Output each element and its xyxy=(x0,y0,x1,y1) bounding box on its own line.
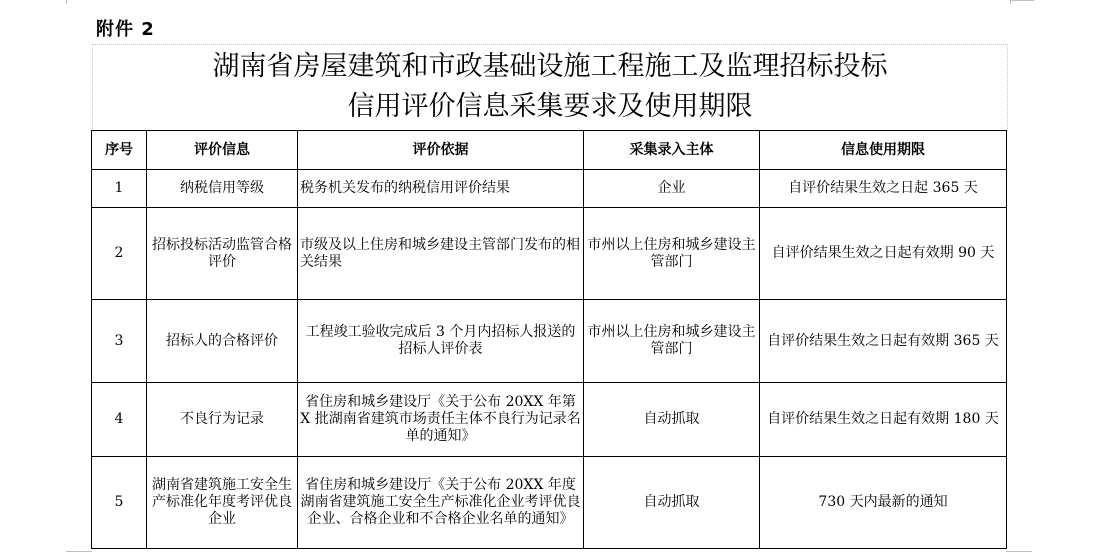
table-header-row xyxy=(92,131,1007,170)
header-subject: 采集录入主体 xyxy=(584,131,760,170)
cell-term: 730 天内最新的通知 xyxy=(760,457,1007,549)
cell-basis: 省住房和城乡建设厅《关于公布 20XX 年第 X 批湖南省建筑市场责任主体不良行为记录名单的通知》 xyxy=(298,383,584,457)
cell-no: 5 xyxy=(92,457,147,549)
table-row xyxy=(92,208,1007,300)
table-row xyxy=(92,383,1007,457)
cell-no: 4 xyxy=(92,383,147,457)
bottom-left-crop-mark xyxy=(66,551,92,552)
cell-info: 招标人的合格评价 xyxy=(147,300,298,383)
table-row xyxy=(92,300,1007,383)
cell-info: 不良行为记录 xyxy=(147,383,298,457)
cell-no: 3 xyxy=(92,300,147,383)
cell-basis: 省住房和城乡建设厅《关于公布 20XX 年度湖南省建筑施工安全生产标准化企业考评优良企业、合格企业和不合格企业名单的通知》 xyxy=(298,457,584,549)
cell-info: 湖南省建筑施工安全生产标准化年度考评优良企业 xyxy=(147,457,298,549)
bottom-right-crop-mark xyxy=(1006,551,1032,552)
cell-basis: 税务机关发布的纳税信用评价结果 xyxy=(298,170,584,208)
cell-term: 自评价结果生效之日起 365 天 xyxy=(760,170,1007,208)
attachment-label: 附件 2 xyxy=(96,19,155,40)
cell-info: 招标投标活动监管合格评价 xyxy=(147,208,298,300)
cell-info: 纳税信用等级 xyxy=(147,170,298,208)
cell-subject: 市州以上住房和城乡建设主管部门 xyxy=(584,208,760,300)
cell-no: 2 xyxy=(92,208,147,300)
title-line-2: 信用评价信息采集要求及使用期限 xyxy=(347,91,753,122)
cell-subject: 自动抓取 xyxy=(584,457,760,549)
header-no: 序号 xyxy=(92,131,147,170)
cell-term: 自评价结果生效之日起有效期 180 天 xyxy=(760,383,1007,457)
cell-term: 自评价结果生效之日起有效期 365 天 xyxy=(760,300,1007,383)
credit-info-table xyxy=(91,130,1007,549)
title-line-1: 湖南省房屋建筑和市政基础设施工程施工及监理招标投标 xyxy=(212,51,888,82)
header-info: 评价信息 xyxy=(147,131,298,170)
cell-basis: 工程竣工验收完成后 3 个月内招标人报送的招标人评价表 xyxy=(298,300,584,383)
header-basis: 评价依据 xyxy=(298,131,584,170)
table-row xyxy=(92,457,1007,549)
cell-term: 自评价结果生效之日起有效期 90 天 xyxy=(760,208,1007,300)
header-term: 信息使用期限 xyxy=(760,131,1007,170)
cell-basis: 市级及以上住房和城乡建设主管部门发布的相关结果 xyxy=(298,208,584,300)
cell-subject: 市州以上住房和城乡建设主管部门 xyxy=(584,300,760,383)
cell-subject: 自动抓取 xyxy=(584,383,760,457)
top-left-crop-mark xyxy=(66,0,67,4)
cell-no: 1 xyxy=(92,170,147,208)
top-right-crop-mark xyxy=(1010,0,1011,4)
top-right-crop-mark-h xyxy=(1010,0,1034,1)
table-row xyxy=(92,170,1007,208)
document-title xyxy=(92,44,1008,131)
cell-subject: 企业 xyxy=(584,170,760,208)
